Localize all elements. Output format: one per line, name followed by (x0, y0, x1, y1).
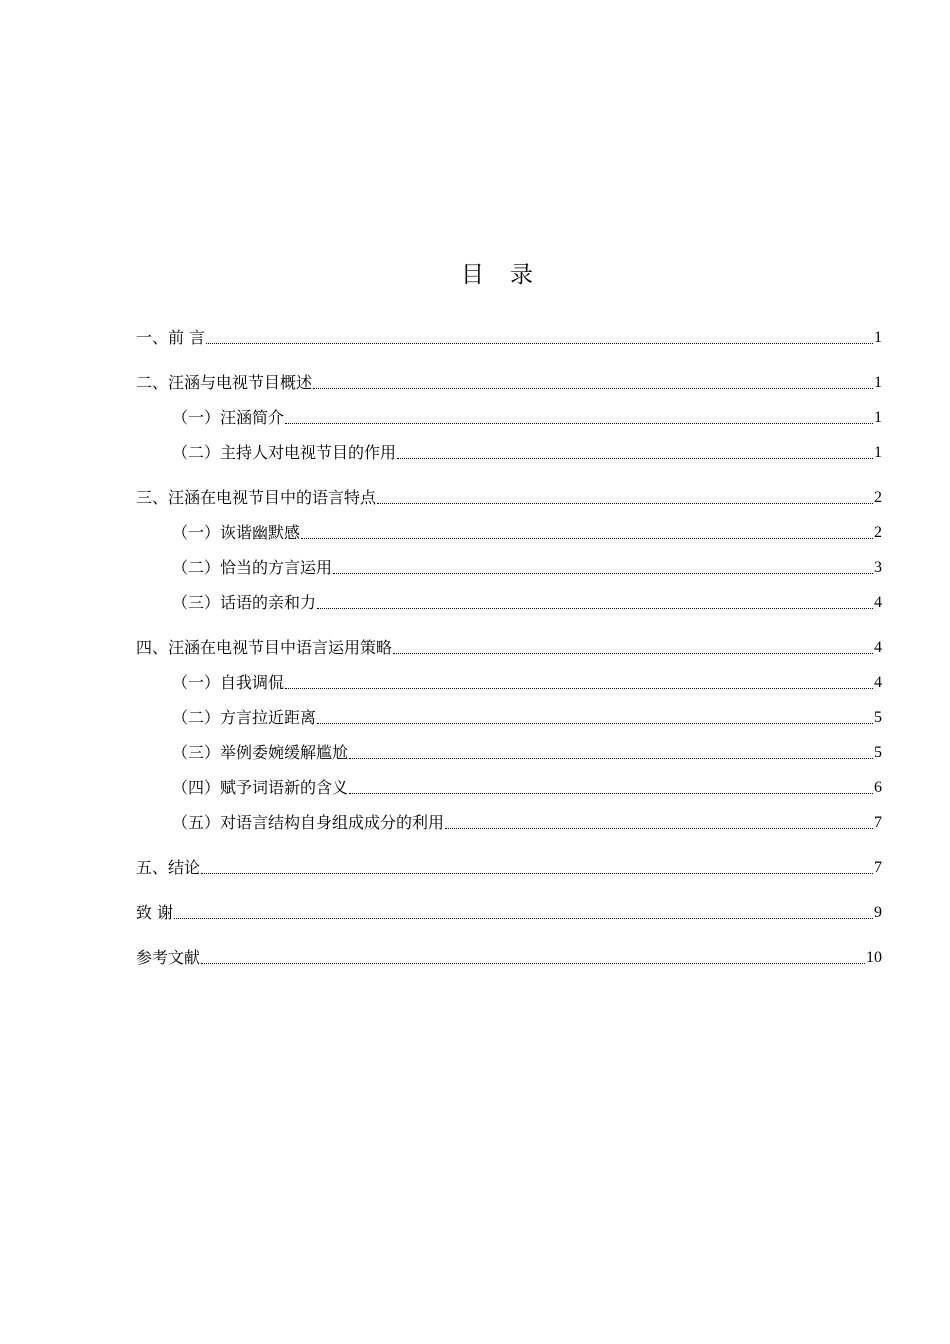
dot-leader (201, 855, 873, 874)
toc-entry-label: （五）对语言结构自身组成成分的利用 (172, 813, 445, 832)
toc-entry[interactable] (136, 478, 882, 513)
dot-leader (174, 900, 873, 919)
dot-leader (317, 590, 873, 609)
toc-entry[interactable] (136, 698, 882, 733)
toc-entry[interactable] (136, 803, 882, 838)
toc-entry[interactable] (136, 848, 882, 883)
dot-leader (206, 325, 873, 344)
toc-entry[interactable] (136, 583, 882, 618)
toc-list (136, 318, 882, 973)
toc-entry-page: 10 (866, 949, 882, 966)
toc-entry[interactable] (136, 318, 882, 353)
toc-entry-label: 致 谢 (136, 903, 174, 922)
toc-entry[interactable] (136, 628, 882, 663)
toc-entry-label: 二、汪涵与电视节目概述 (136, 373, 313, 392)
dot-leader (393, 635, 873, 654)
toc-entry[interactable] (136, 548, 882, 583)
dot-leader (397, 440, 873, 459)
toc-entry[interactable] (136, 768, 882, 803)
toc-entry[interactable] (136, 363, 882, 398)
dot-leader (377, 485, 873, 504)
toc-entry-page: 4 (874, 594, 882, 611)
toc-entry-page: 1 (874, 374, 882, 391)
toc-entry-page: 7 (874, 814, 882, 831)
toc-entry-label: 五、结论 (136, 858, 201, 877)
toc-entry-label: （三）话语的亲和力 (172, 593, 317, 612)
toc-entry-page: 4 (874, 674, 882, 691)
toc-entry-page: 9 (874, 904, 882, 921)
toc-entry-page: 1 (874, 444, 882, 461)
toc-entry[interactable] (136, 663, 882, 698)
toc-entry-label: 参考文献 (136, 948, 201, 967)
toc-entry-page: 6 (874, 779, 882, 796)
toc-entry-label: （一）自我调侃 (172, 673, 285, 692)
toc-entry[interactable] (136, 433, 882, 468)
toc-entry-label: （四）赋予词语新的含义 (172, 778, 349, 797)
toc-entry-page: 7 (874, 859, 882, 876)
toc-entry[interactable] (136, 938, 882, 973)
toc-entry-label: 四、汪涵在电视节目中语言运用策略 (136, 638, 393, 657)
dot-leader (317, 705, 873, 724)
toc-entry[interactable] (136, 513, 882, 548)
toc-entry-page: 5 (874, 709, 882, 726)
toc-entry-page: 4 (874, 639, 882, 656)
toc-entry-label: （二）主持人对电视节目的作用 (172, 443, 397, 462)
toc-entry-label: 三、汪涵在电视节目中的语言特点 (136, 488, 377, 507)
dot-leader (285, 670, 873, 689)
toc-entry-label: （三）举例委婉缓解尴尬 (172, 743, 349, 762)
toc-entry-page: 2 (874, 524, 882, 541)
toc-entry-label: （一）诙谐幽默感 (172, 523, 301, 542)
dot-leader (313, 370, 873, 389)
toc-title: 目录 (461, 262, 559, 288)
toc-entry-page: 5 (874, 744, 882, 761)
toc-entry-label: （二）方言拉近距离 (172, 708, 317, 727)
toc-entry-label: （二）恰当的方言运用 (172, 558, 333, 577)
dot-leader (445, 810, 873, 829)
dot-leader (301, 520, 873, 539)
toc-entry[interactable] (136, 733, 882, 768)
dot-leader (349, 740, 873, 759)
dot-leader (333, 555, 873, 574)
dot-leader (285, 405, 873, 424)
toc-entry-page: 2 (874, 489, 882, 506)
toc-entry[interactable] (136, 893, 882, 928)
toc-entry[interactable] (136, 398, 882, 433)
toc-entry-page: 1 (874, 409, 882, 426)
dot-leader (201, 945, 865, 964)
toc-entry-page: 3 (874, 559, 882, 576)
toc-entry-label: （一）汪涵简介 (172, 408, 285, 427)
toc-entry-page: 1 (874, 329, 882, 346)
dot-leader (349, 775, 873, 794)
toc-entry-label: 一、前 言 (136, 328, 206, 347)
